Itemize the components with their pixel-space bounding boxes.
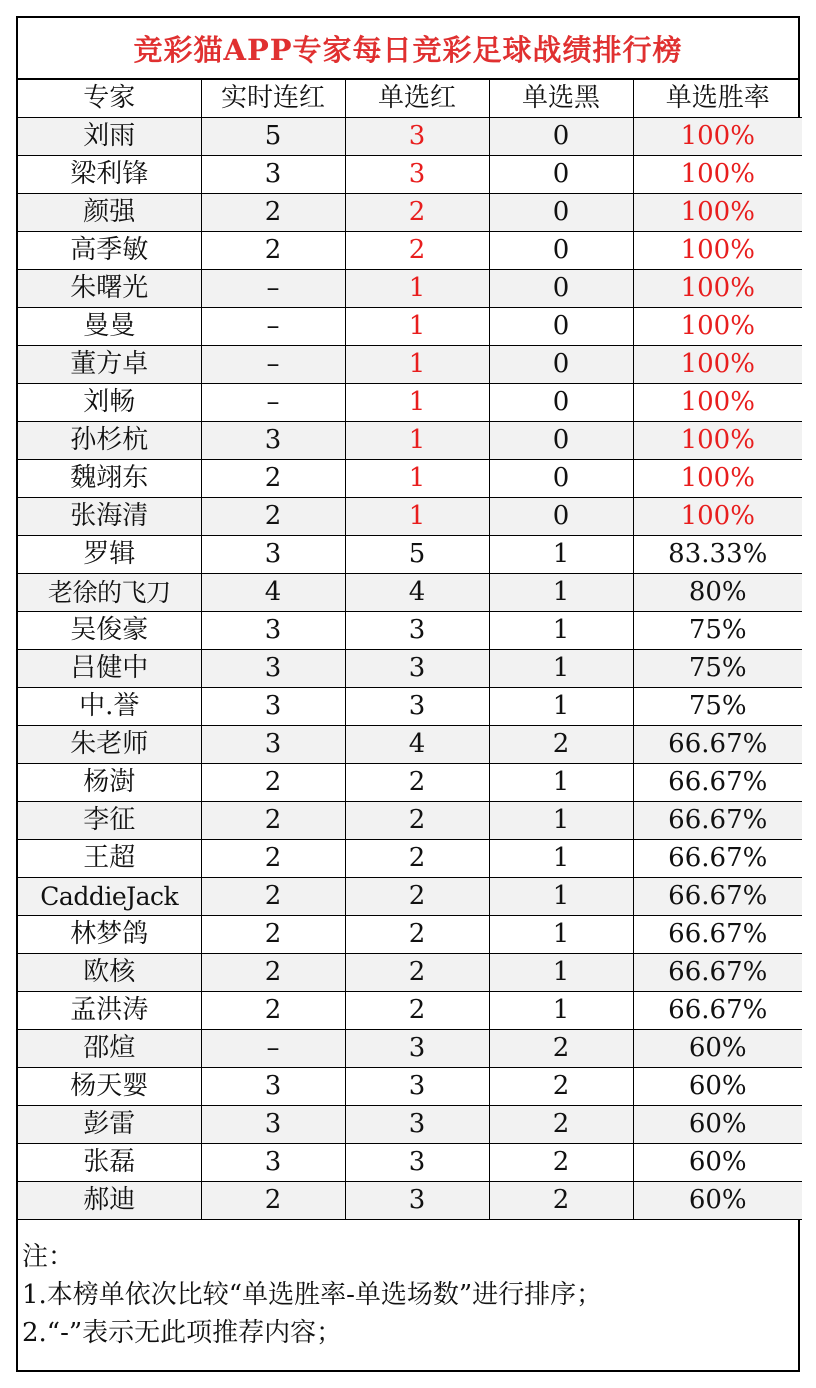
header-black: 单选黑 [489, 80, 633, 118]
expert-name-cell: 王超 [18, 840, 201, 878]
single-red-cell: 3 [345, 156, 489, 194]
expert-name-cell: 李征 [18, 802, 201, 840]
win-rate-cell: 66.67% [633, 840, 802, 878]
win-rate-cell: 75% [633, 688, 802, 726]
streak-cell: – [201, 346, 345, 384]
table-row [18, 460, 802, 498]
single-black-cell: 1 [489, 992, 633, 1030]
expert-name-cell: 彭雷 [18, 1106, 201, 1144]
streak-cell: 4 [201, 574, 345, 612]
expert-name-cell: 老徐的飞刀 [18, 574, 201, 612]
streak-cell: 3 [201, 156, 345, 194]
expert-name-cell: 欧核 [18, 954, 201, 992]
win-rate-cell: 60% [633, 1106, 802, 1144]
expert-name-cell: 孟洪涛 [18, 992, 201, 1030]
streak-cell: 2 [201, 232, 345, 270]
single-black-cell: 1 [489, 688, 633, 726]
single-red-cell: 3 [345, 612, 489, 650]
streak-cell: 2 [201, 194, 345, 232]
streak-cell: – [201, 1030, 345, 1068]
single-black-cell: 0 [489, 118, 633, 156]
table-row [18, 1030, 802, 1068]
notes-section [18, 1220, 798, 1352]
win-rate-cell: 100% [633, 422, 802, 460]
streak-cell: 2 [201, 460, 345, 498]
single-red-cell: 1 [345, 270, 489, 308]
streak-cell: 5 [201, 118, 345, 156]
expert-name-cell: 吕健中 [18, 650, 201, 688]
table-row [18, 1106, 802, 1144]
notes-line-2: 2.“-”表示无此项推荐内容； [22, 1318, 343, 1348]
streak-cell: 2 [201, 764, 345, 802]
single-red-cell: 4 [345, 574, 489, 612]
table-row [18, 688, 802, 726]
single-red-cell: 2 [345, 764, 489, 802]
single-black-cell: 2 [489, 1106, 633, 1144]
single-red-cell: 3 [345, 1068, 489, 1106]
expert-name-cell: 曼曼 [18, 308, 201, 346]
single-red-cell: 3 [345, 1106, 489, 1144]
single-red-cell: 2 [345, 194, 489, 232]
streak-cell: 2 [201, 1182, 345, 1220]
expert-name-cell: 梁利锋 [18, 156, 201, 194]
streak-cell: 3 [201, 1106, 345, 1144]
streak-cell: 2 [201, 954, 345, 992]
single-black-cell: 0 [489, 384, 633, 422]
table-body [18, 118, 802, 1220]
win-rate-cell: 66.67% [633, 992, 802, 1030]
single-black-cell: 0 [489, 308, 633, 346]
win-rate-cell: 100% [633, 498, 802, 536]
win-rate-cell: 60% [633, 1182, 802, 1220]
streak-cell: 2 [201, 992, 345, 1030]
single-red-cell: 1 [345, 460, 489, 498]
single-black-cell: 2 [489, 1068, 633, 1106]
win-rate-cell: 100% [633, 156, 802, 194]
header-streak: 实时连红 [201, 80, 345, 118]
single-black-cell: 1 [489, 840, 633, 878]
table-row [18, 118, 802, 156]
win-rate-cell: 100% [633, 232, 802, 270]
single-red-cell: 2 [345, 916, 489, 954]
expert-name-cell: 罗辑 [18, 536, 201, 574]
single-red-cell: 1 [345, 422, 489, 460]
single-red-cell: 3 [345, 1030, 489, 1068]
single-red-cell: 2 [345, 840, 489, 878]
win-rate-cell: 66.67% [633, 878, 802, 916]
single-black-cell: 1 [489, 954, 633, 992]
streak-cell: 3 [201, 688, 345, 726]
expert-name-cell: 林梦鸽 [18, 916, 201, 954]
single-red-cell: 2 [345, 802, 489, 840]
streak-cell: 3 [201, 1068, 345, 1106]
single-black-cell: 0 [489, 232, 633, 270]
single-red-cell: 1 [345, 346, 489, 384]
table-row [18, 1182, 802, 1220]
table-row [18, 498, 802, 536]
expert-name-cell: CaddieJack [18, 878, 201, 916]
single-red-cell: 2 [345, 878, 489, 916]
single-red-cell: 2 [345, 992, 489, 1030]
expert-name-cell: 杨天婴 [18, 1068, 201, 1106]
expert-name-cell: 吴俊豪 [18, 612, 201, 650]
single-black-cell: 0 [489, 422, 633, 460]
header-red: 单选红 [345, 80, 489, 118]
streak-cell: – [201, 308, 345, 346]
streak-cell: 2 [201, 840, 345, 878]
table-row [18, 992, 802, 1030]
win-rate-cell: 75% [633, 612, 802, 650]
table-row [18, 1144, 802, 1182]
header-rate: 单选胜率 [633, 80, 802, 118]
expert-name-cell: 颜强 [18, 194, 201, 232]
single-black-cell: 0 [489, 194, 633, 232]
single-red-cell: 3 [345, 1182, 489, 1220]
expert-name-cell: 刘畅 [18, 384, 201, 422]
single-black-cell: 1 [489, 802, 633, 840]
table-row [18, 574, 802, 612]
table-row [18, 840, 802, 878]
single-black-cell: 0 [489, 270, 633, 308]
expert-name-cell: 魏翊东 [18, 460, 201, 498]
streak-cell: 3 [201, 1144, 345, 1182]
single-black-cell: 2 [489, 1030, 633, 1068]
table-row [18, 764, 802, 802]
table-row [18, 156, 802, 194]
streak-cell: 3 [201, 422, 345, 460]
expert-name-cell: 中.誉 [18, 688, 201, 726]
expert-name-cell: 郝迪 [18, 1182, 201, 1220]
single-black-cell: 1 [489, 650, 633, 688]
single-red-cell: 1 [345, 498, 489, 536]
win-rate-cell: 66.67% [633, 954, 802, 992]
ranking-sheet [16, 16, 800, 1372]
streak-cell: 2 [201, 802, 345, 840]
single-black-cell: 2 [489, 1144, 633, 1182]
single-black-cell: 0 [489, 460, 633, 498]
win-rate-cell: 100% [633, 384, 802, 422]
single-black-cell: 0 [489, 498, 633, 536]
table-header-row [18, 80, 802, 118]
streak-cell: – [201, 384, 345, 422]
notes-heading: 注： [22, 1242, 75, 1272]
win-rate-cell: 83.33% [633, 536, 802, 574]
expert-name-cell: 孙杉杭 [18, 422, 201, 460]
win-rate-cell: 100% [633, 346, 802, 384]
win-rate-cell: 66.67% [633, 764, 802, 802]
single-red-cell: 3 [345, 650, 489, 688]
expert-name-cell: 杨澍 [18, 764, 201, 802]
table-row [18, 346, 802, 384]
single-red-cell: 4 [345, 726, 489, 764]
single-red-cell: 5 [345, 536, 489, 574]
expert-name-cell: 朱老师 [18, 726, 201, 764]
single-black-cell: 1 [489, 878, 633, 916]
streak-cell: – [201, 270, 345, 308]
single-black-cell: 1 [489, 536, 633, 574]
single-black-cell: 0 [489, 346, 633, 384]
win-rate-cell: 60% [633, 1030, 802, 1068]
table-row [18, 878, 802, 916]
table-row [18, 270, 802, 308]
expert-name-cell: 高季敏 [18, 232, 201, 270]
streak-cell: 3 [201, 726, 345, 764]
win-rate-cell: 100% [633, 118, 802, 156]
page-title: 竞彩猫APP专家每日竞彩足球战绩排行榜 [18, 18, 798, 80]
win-rate-cell: 100% [633, 270, 802, 308]
table-row [18, 650, 802, 688]
header-expert: 专家 [18, 80, 201, 118]
single-black-cell: 0 [489, 156, 633, 194]
expert-name-cell: 张磊 [18, 1144, 201, 1182]
single-black-cell: 1 [489, 612, 633, 650]
win-rate-cell: 100% [633, 308, 802, 346]
table-row [18, 612, 802, 650]
streak-cell: 2 [201, 878, 345, 916]
table-row [18, 422, 802, 460]
expert-name-cell: 张海清 [18, 498, 201, 536]
win-rate-cell: 80% [633, 574, 802, 612]
single-red-cell: 2 [345, 954, 489, 992]
single-red-cell: 2 [345, 232, 489, 270]
table-row [18, 954, 802, 992]
win-rate-cell: 100% [633, 460, 802, 498]
table-row [18, 1068, 802, 1106]
ranking-table [18, 80, 802, 1220]
single-black-cell: 2 [489, 1182, 633, 1220]
table-row [18, 308, 802, 346]
table-row [18, 802, 802, 840]
expert-name-cell: 董方卓 [18, 346, 201, 384]
win-rate-cell: 100% [633, 194, 802, 232]
notes-line-1: 1.本榜单依次比较“单选胜率-单选场数”进行排序； [22, 1280, 603, 1310]
single-black-cell: 1 [489, 916, 633, 954]
win-rate-cell: 75% [633, 650, 802, 688]
single-red-cell: 3 [345, 1144, 489, 1182]
expert-name-cell: 刘雨 [18, 118, 201, 156]
expert-name-cell: 邵煊 [18, 1030, 201, 1068]
win-rate-cell: 66.67% [633, 916, 802, 954]
win-rate-cell: 66.67% [633, 726, 802, 764]
table-row [18, 916, 802, 954]
streak-cell: 3 [201, 536, 345, 574]
win-rate-cell: 60% [633, 1144, 802, 1182]
single-black-cell: 1 [489, 574, 633, 612]
streak-cell: 3 [201, 612, 345, 650]
table-row [18, 232, 802, 270]
table-row [18, 194, 802, 232]
single-red-cell: 3 [345, 688, 489, 726]
expert-name-cell: 朱曙光 [18, 270, 201, 308]
single-red-cell: 1 [345, 384, 489, 422]
single-red-cell: 3 [345, 118, 489, 156]
win-rate-cell: 60% [633, 1068, 802, 1106]
table-row [18, 536, 802, 574]
table-row [18, 384, 802, 422]
single-red-cell: 1 [345, 308, 489, 346]
table-row [18, 726, 802, 764]
single-black-cell: 2 [489, 726, 633, 764]
win-rate-cell: 66.67% [633, 802, 802, 840]
single-black-cell: 1 [489, 764, 633, 802]
streak-cell: 3 [201, 650, 345, 688]
streak-cell: 2 [201, 916, 345, 954]
streak-cell: 2 [201, 498, 345, 536]
